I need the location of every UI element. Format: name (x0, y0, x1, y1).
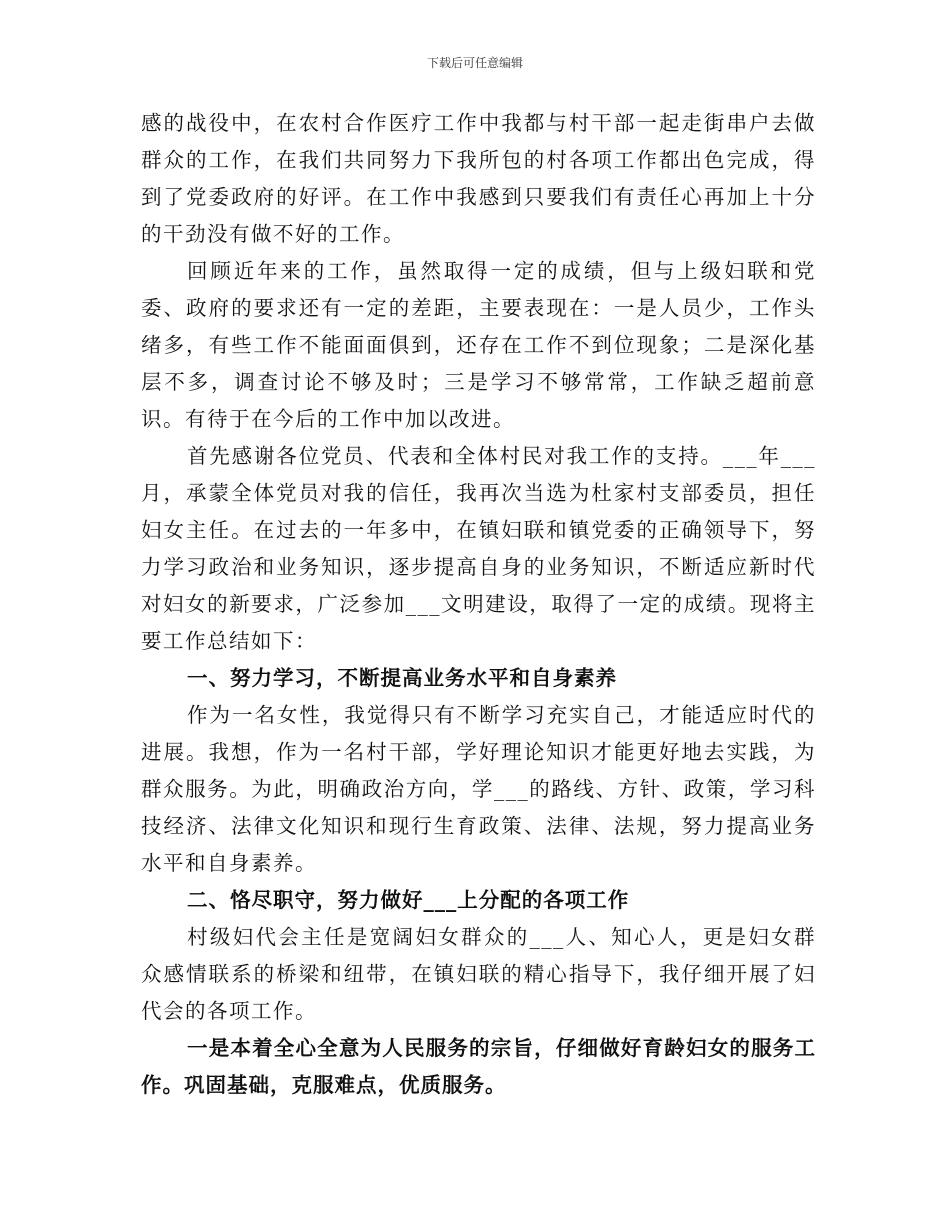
paragraph-continuation: 感的战役中，在农村合作医疗工作中我都与村干部一起走街串户去做群众的工作，在我们共同努力下我所包的村各项工作都出色完成，得到了党委政府的好评。在工作中我感到只要我们有责任心再加上十分的干劲没有做不好的工作。 (141, 111, 816, 246)
paragraph-review: 回顾近年来的工作，虽然取得一定的成绩，但与上级妇联和党委、政府的要求还有一定的差距，主要表现在：一是人员少，工作头绪多，有些工作不能面面俱到，还存在工作不到位现象；二是深化基层不多，调查讨论不够及时；三是学习不够常常，工作缺乏超前意识。有待于在今后的工作中加以改进。 (141, 259, 816, 431)
document-body (141, 105, 816, 1104)
paragraph-service-bold: 一是本着全心全意为人民服务的宗旨，仔细做好育龄妇女的服务工作。巩固基础，克服难点，优质服务。 (141, 1036, 816, 1097)
section-heading-1: 一、努力学习，不断提高业务水平和自身素养 (187, 666, 617, 690)
paragraph-duty: 村级妇代会主任是宽阔妇女群众的___人、知心人，更是妇女群众感情联系的桥梁和纽带，在镇妇联的精心指导下，我仔细开展了妇代会的各项工作。 (141, 925, 816, 1023)
paragraph-thanks: 首先感谢各位党员、代表和全体村民对我工作的支持。___年___月，承蒙全体党员对我的信任，我再次当选为杜家村支部委员，担任妇女主任。在过去的一年多中，在镇妇联和镇党委的正确领导下，努力学习政治和业务知识，逐步提高自身的业务知识，不断适应新时代对妇女的新要求，广泛参加___文明建设，取得了一定的成绩。现将主要工作总结如下： (141, 444, 816, 653)
page-header: 下载后可任意编辑 (426, 56, 523, 70)
paragraph-study: 作为一名女性，我觉得只有不断学习充实自己，才能适应时代的进展。我想，作为一名村干部，学好理论知识才能更好地去实践，为群众服务。为此，明确政治方向，学___的路线、方针、政策，学习科技经济、法律文化知识和现行生育政策、法律、法规，努力提高业务水平和自身素养。 (141, 703, 816, 875)
section-heading-2: 二、恪尽职守，努力做好___上分配的各项工作 (187, 888, 630, 912)
